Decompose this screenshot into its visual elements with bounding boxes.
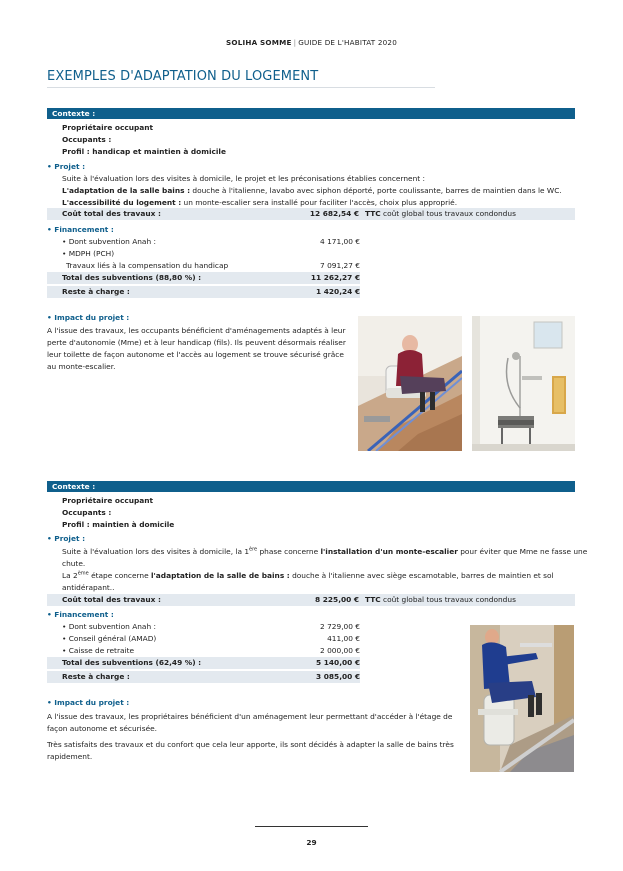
case1-total-row bbox=[47, 272, 360, 284]
case2-occupants: Occupants : bbox=[62, 508, 112, 517]
case2-cout-ttc: TTC bbox=[365, 595, 381, 604]
case1-accessibilite bbox=[62, 197, 457, 208]
case2-reste-label: Reste à charge : bbox=[62, 672, 130, 681]
stairlift-photo bbox=[358, 316, 462, 451]
case2-total-row bbox=[47, 657, 360, 669]
header-brand: SOLIHA SOMME bbox=[226, 38, 292, 47]
case1-reste-value: 1 420,24 € bbox=[316, 287, 360, 296]
case1-proprietaire: Propriétaire occupant bbox=[62, 123, 154, 132]
case2-fin-item: • Conseil général (AMAD) bbox=[62, 634, 157, 643]
case1-fin-item: Travaux liés à la compensation du handicap bbox=[66, 261, 229, 270]
case1-accessibilite-text: un monte-escalier sera installé pour faciliter l'accès, choix plus approprié. bbox=[181, 198, 458, 207]
case1-cout-ttc: TTC bbox=[365, 209, 381, 218]
case2-p2-a: La 2 bbox=[62, 571, 78, 580]
case1-cout-note bbox=[365, 208, 516, 220]
page-title: EXEMPLES D'ADAPTATION DU LOGEMENT bbox=[47, 69, 319, 84]
case2-p2-b: étape concerne bbox=[88, 571, 152, 580]
case2-fin-item: • Caisse de retraite bbox=[62, 646, 135, 655]
stairlift-user-photo bbox=[470, 625, 574, 772]
case2-p1-sup: ère bbox=[249, 546, 258, 553]
case1-cout-label: Coût total des travaux : bbox=[62, 209, 161, 218]
case1-projet-intro: Suite à l'évaluation lors des visites à domicile, le projet et les préconisations établies concernent : bbox=[62, 174, 426, 183]
case1-impact-line: leur toilette de façon autonome et l'accès au logement se trouve sécurisé grâce bbox=[47, 350, 344, 359]
case1-total-value: 11 262,27 € bbox=[310, 273, 360, 282]
case1-cout-value: 12 682,54 € bbox=[309, 209, 359, 218]
case1-total-label: Total des subventions (88,80 %) : bbox=[62, 273, 202, 282]
case2-projet-p1-line2: chute. bbox=[62, 559, 86, 568]
case2-reste-row bbox=[47, 671, 360, 683]
case1-impact-label: • Impact du projet : bbox=[47, 313, 130, 322]
footer-divider bbox=[255, 826, 368, 827]
case1-fin-item: • MDPH (PCH) bbox=[62, 249, 115, 258]
case2-total-value: 5 140,00 € bbox=[316, 658, 360, 667]
case2-cout-row bbox=[47, 594, 575, 606]
running-header bbox=[0, 38, 623, 47]
case1-impact-line: au monte-escalier. bbox=[47, 362, 116, 371]
case2-contexte-bar bbox=[47, 481, 575, 492]
case2-projet-p1 bbox=[62, 546, 587, 557]
page-number: 29 bbox=[306, 838, 317, 847]
case2-p2-c: douche à l'italienne avec siège escamotable, barres de maintien et sol bbox=[289, 571, 554, 580]
case1-fin-item: • Dont subvention Anah : bbox=[62, 237, 156, 246]
case2-fin-value: 2 729,00 € bbox=[320, 622, 360, 631]
header-guide: GUIDE DE L'HABITAT 2020 bbox=[298, 38, 397, 47]
case1-contexte-bar bbox=[47, 108, 575, 119]
shower-room-photo bbox=[472, 316, 575, 451]
case1-cout-note-text: coût global tous travaux condondus bbox=[380, 209, 516, 218]
case2-cout-note-text: coût global tous travaux condondus bbox=[380, 595, 516, 604]
case2-p1-b: phase concerne bbox=[257, 547, 321, 556]
case2-p1-a: Suite à l'évaluation lors des visites à domicile, la 1 bbox=[62, 547, 250, 556]
case1-accessibilite-bold: L'accessibilité du logement : bbox=[62, 198, 182, 207]
case1-fin-value: 7 091,27 € bbox=[320, 261, 360, 270]
case2-p2-sup: ème bbox=[77, 570, 89, 577]
case2-impact-text bbox=[47, 711, 463, 763]
case2-financement-label: • Financement : bbox=[47, 610, 114, 619]
case1-reste-row bbox=[47, 286, 360, 298]
case1-occupants: Occupants : bbox=[62, 135, 112, 144]
header-separator: | bbox=[293, 38, 297, 47]
case2-p1-c: pour éviter que Mme ne fasse une bbox=[457, 547, 588, 556]
case2-fin-value: 2 000,00 € bbox=[320, 646, 360, 655]
case2-total-label: Total des subventions (62,49 %) : bbox=[62, 658, 202, 667]
case2-reste-value: 3 085,00 € bbox=[316, 672, 360, 681]
case2-impact-label: • Impact du projet : bbox=[47, 698, 130, 707]
case1-contexte-label: Contexte : bbox=[52, 109, 96, 118]
case1-adaptation-bold: L'adaptation de la salle bains : bbox=[62, 186, 191, 195]
case2-impact-line: Très satisfaits des travaux et du confort que cela leur apporte, ils sont décidés à adapter la salle de bains très bbox=[47, 740, 454, 749]
case2-cout-label: Coût total des travaux : bbox=[62, 595, 161, 604]
title-divider bbox=[47, 87, 435, 88]
case1-adaptation-text: douche à l'italienne, lavabo avec siphon déporté, porte coulissante, barres de maintien dans le WC. bbox=[190, 186, 562, 195]
case1-cout-row bbox=[47, 208, 575, 220]
case2-cout-note bbox=[365, 594, 516, 606]
case2-fin-value: 411,00 € bbox=[327, 634, 360, 643]
case1-impact-text bbox=[47, 325, 352, 373]
case1-fin-value: 4 171,00 € bbox=[320, 237, 360, 246]
case2-projet-p2 bbox=[62, 570, 554, 581]
case1-impact-line: perte d'autonomie (Mme) et à leur handicap (fils). Ils peuvent désormais réaliser bbox=[47, 338, 346, 347]
case2-impact-line: façon autonome et sécurisée. bbox=[47, 724, 158, 733]
case2-projet-p2-line2: antidérapant.. bbox=[62, 583, 115, 592]
case2-proprietaire: Propriétaire occupant bbox=[62, 496, 154, 505]
case2-projet-label: • Projet : bbox=[47, 534, 86, 543]
case2-p1-bold: l'installation d'un monte-escalier bbox=[320, 547, 458, 556]
case1-profil: Profil : handicap et maintien à domicile bbox=[62, 147, 226, 156]
case2-fin-item: • Dont subvention Anah : bbox=[62, 622, 156, 631]
case1-adaptation bbox=[62, 185, 562, 196]
case1-impact-line: A l'issue des travaux, les occupants bénéficient d'aménagements adaptés à leur bbox=[47, 326, 346, 335]
case2-contexte-label: Contexte : bbox=[52, 482, 96, 491]
case2-profil: Profil : maintien à domicile bbox=[62, 520, 175, 529]
case1-reste-label: Reste à charge : bbox=[62, 287, 130, 296]
case2-impact-line: rapidement. bbox=[47, 752, 93, 761]
case2-impact-line: A l'issue des travaux, les propriétaires bénéficient d'un aménagement leur permettant d'accéder à l'étage de bbox=[47, 712, 453, 721]
case2-cout-value: 8 225,00 € bbox=[315, 595, 359, 604]
case1-projet-label: • Projet : bbox=[47, 162, 86, 171]
case2-p2-bold: l'adaptation de la salle de bains : bbox=[151, 571, 290, 580]
case1-financement-label: • Financement : bbox=[47, 225, 114, 234]
